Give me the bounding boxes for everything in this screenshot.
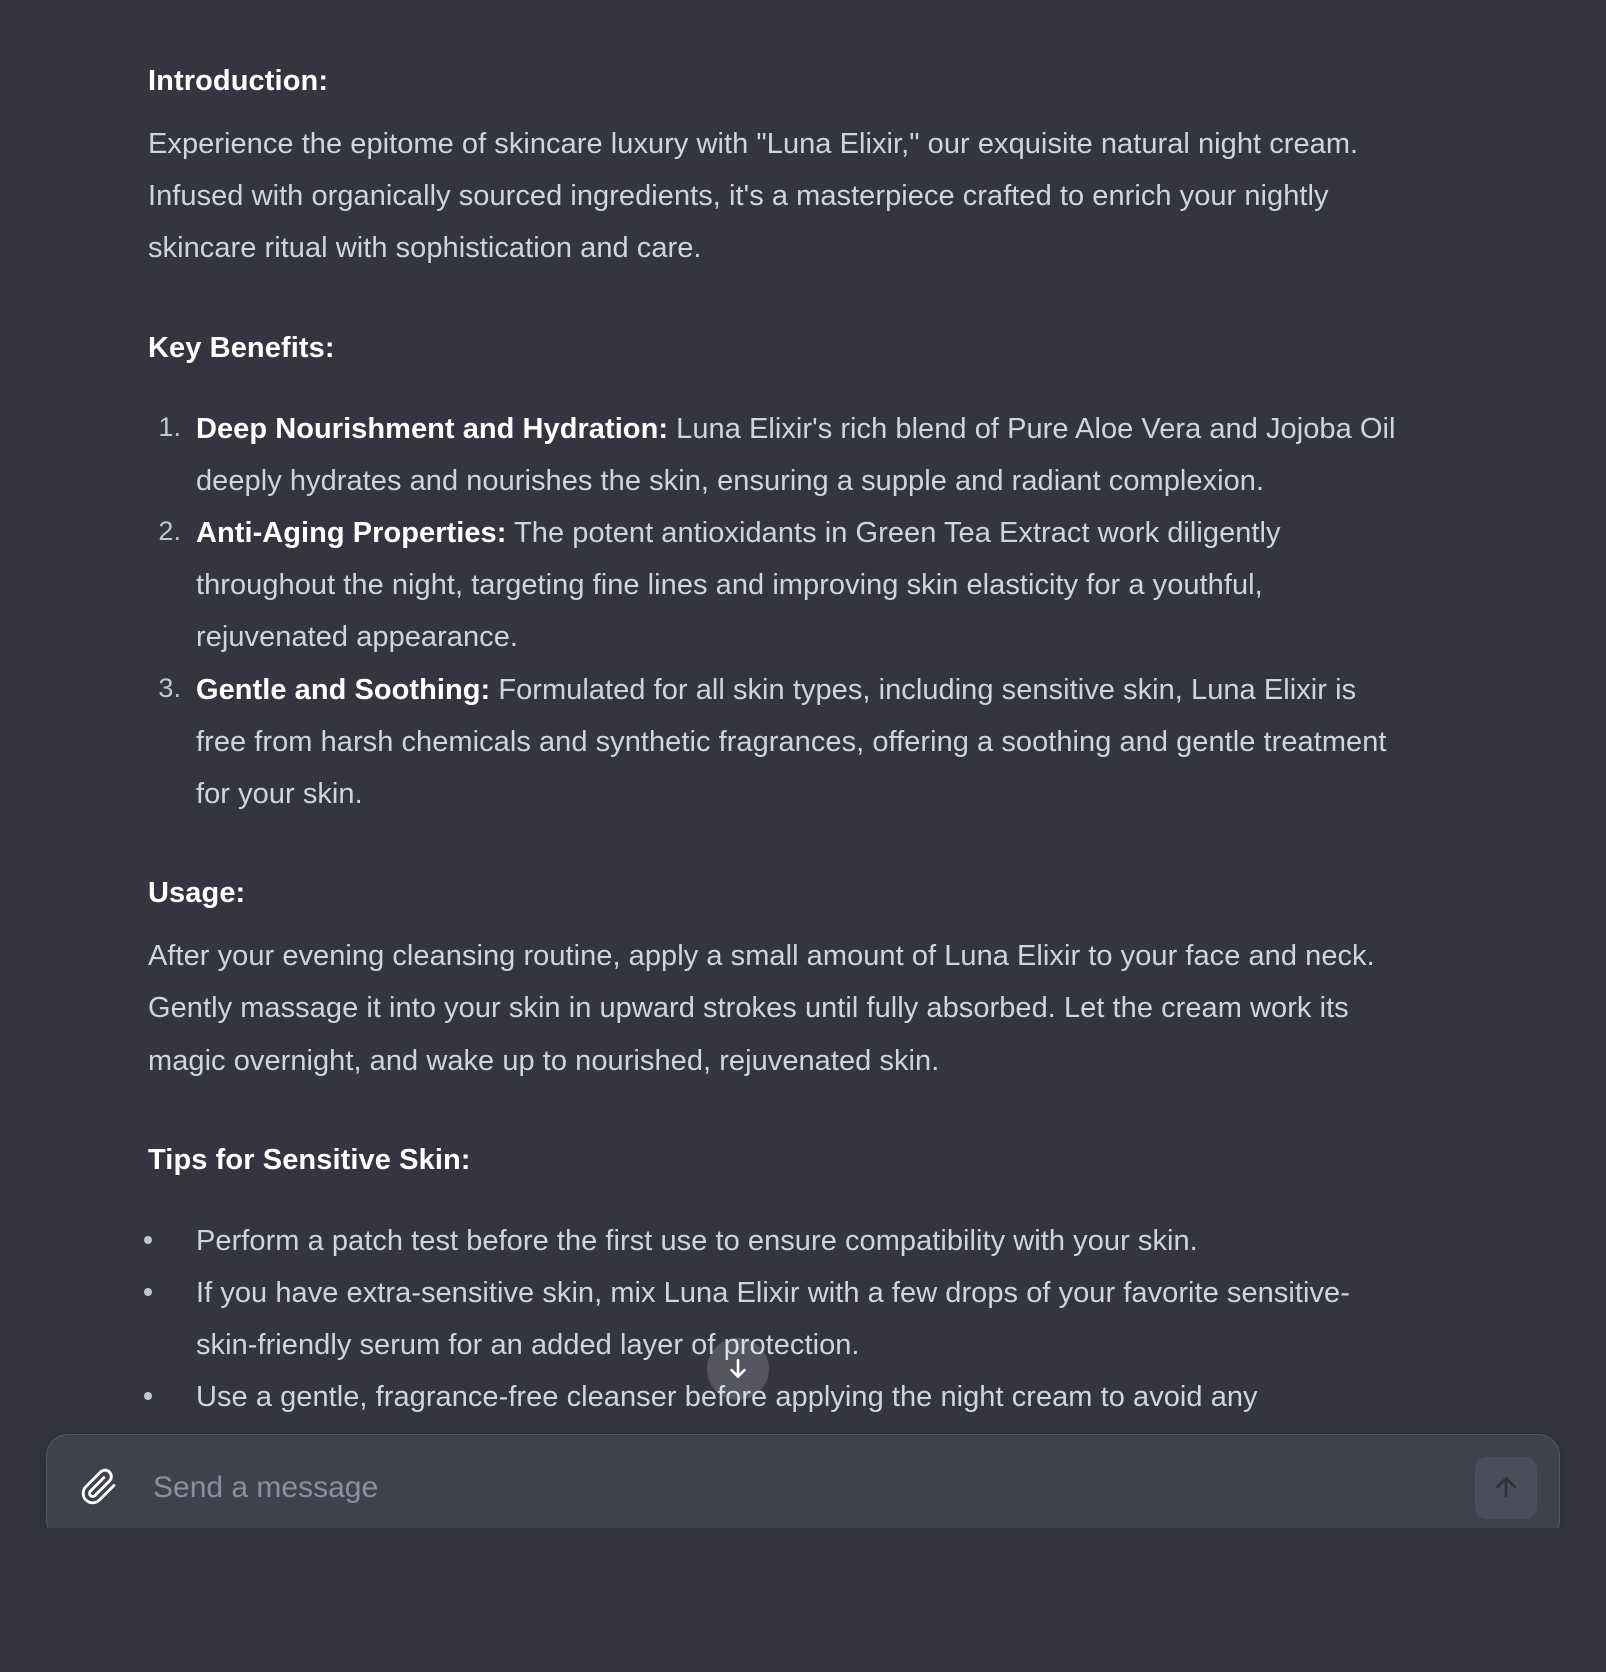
key-benefits-heading: Key Benefits: <box>148 331 335 364</box>
benefit-title: Gentle and Soothing: <box>196 673 491 706</box>
usage-heading: Usage: <box>148 877 246 910</box>
introduction-heading: Introduction: <box>148 65 329 97</box>
paperclip-icon <box>80 1468 118 1509</box>
composer-background-fill <box>0 1543 1606 1672</box>
list-item <box>148 507 1406 664</box>
benefit-title: Anti-Aging Properties: <box>196 517 507 550</box>
arrow-up-icon <box>1491 1472 1521 1505</box>
list-item <box>148 664 1406 821</box>
spacer <box>148 1087 1406 1139</box>
benefit-title: Deep Nourishment and Hydration: <box>196 412 669 445</box>
tips-heading: Tips for Sensitive Skin: <box>148 1143 471 1176</box>
benefit-body: Formulated for all skin types, including sensitive skin, Luna Elixir is free from harsh chemicals and synthetic fragrances, offering a soothing and gentle treatment for your skin. <box>196 673 1387 810</box>
message-input[interactable] <box>125 1458 1475 1518</box>
list-item: Perform a patch test before the first use to ensure compatibility with your skin. <box>148 1215 1406 1267</box>
scroll-to-bottom-button[interactable] <box>707 1338 769 1400</box>
key-benefits-list <box>148 403 1406 821</box>
usage-paragraph: After your evening cleansing routine, apply a small amount of Luna Elixir to your face and neck. Gently massage it into your skin in upward strokes until fully absorbed. Let the cream work its magic overnight, and wake up to nourished, rejuvenated skin. <box>148 940 1375 1077</box>
benefit-body: The potent antioxidants in Green Tea Extract work diligently throughout the night, targeting fine lines and improving skin elasticity for a youthful, rejuvenated appearance. <box>196 517 1281 654</box>
spacer <box>148 275 1406 327</box>
tips-list <box>148 1215 1406 1424</box>
list-item <box>148 403 1406 507</box>
introduction-paragraph: Experience the epitome of skincare luxury with "Luna Elixir," our exquisite natural night cream. Infused with organically sourced ingredients, it's a masterpiece crafted to enrich your nightly skincare ritual with sophistication and care. <box>148 128 1359 265</box>
list-item: Use a gentle, fragrance-free cleanser before applying the night cream to avoid any <box>148 1371 1406 1423</box>
attach-file-button[interactable] <box>73 1462 125 1514</box>
message-composer <box>46 1434 1560 1542</box>
benefit-body: Luna Elixir's rich blend of Pure Aloe Vera and Jojoba Oil deeply hydrates and nourishes the skin, ensuring a supple and radiant complexion. <box>196 412 1396 497</box>
list-item: If you have extra-sensitive skin, mix Luna Elixir with a few drops of your favorite sensitive-skin-friendly serum for an added layer of protection. <box>148 1267 1406 1371</box>
spacer <box>148 820 1406 872</box>
composer-mask <box>0 1528 1606 1544</box>
arrow-down-icon <box>725 1356 751 1382</box>
send-button[interactable] <box>1475 1457 1537 1519</box>
